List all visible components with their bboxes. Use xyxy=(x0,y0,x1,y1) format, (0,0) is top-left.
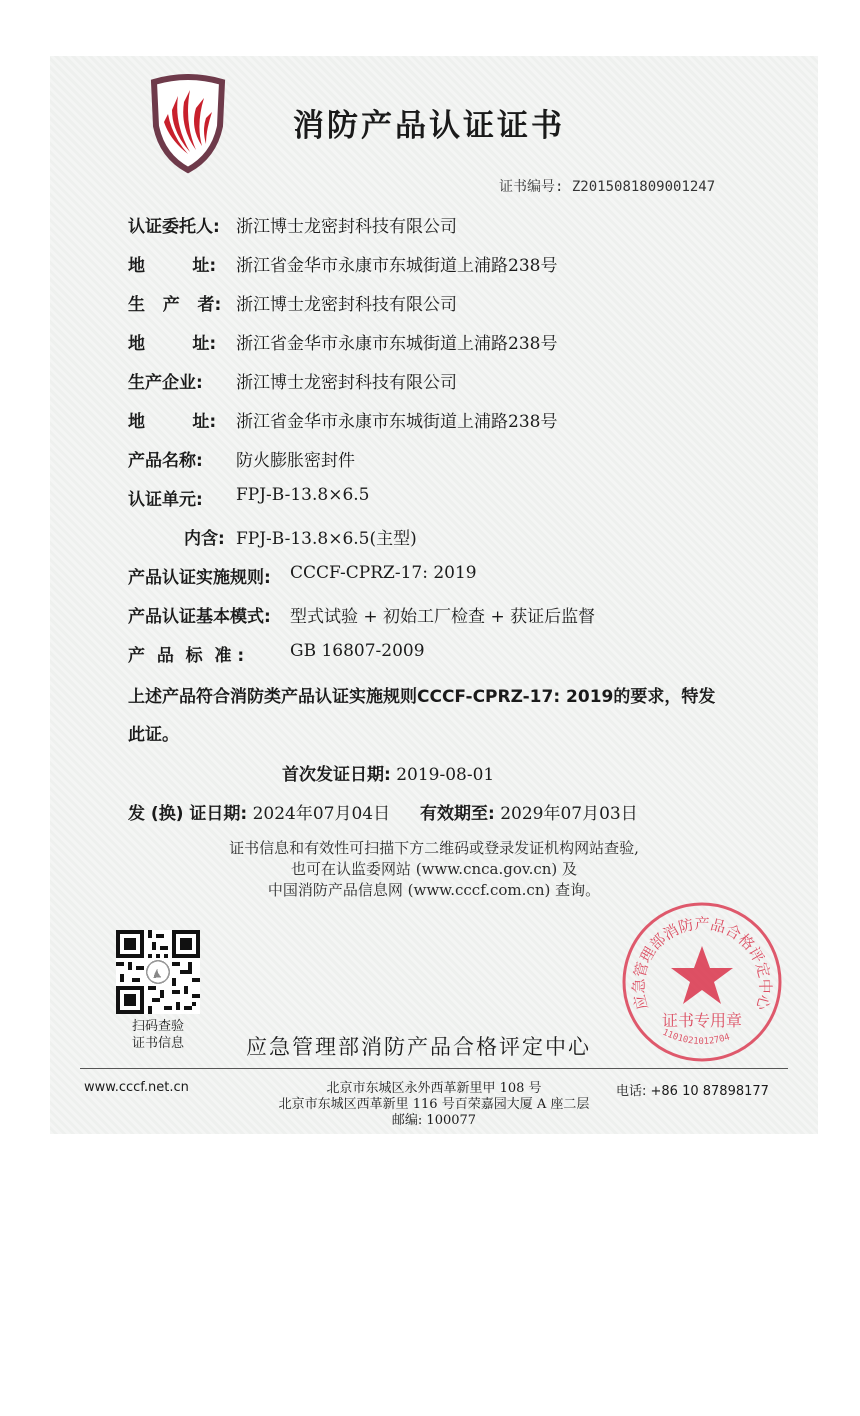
qr-caption-line-1: 扫码查验 xyxy=(131,1019,184,1034)
verification-notice-line-1: 证书信息和有效性可扫描下方二维码或登录发证机构网站查验, xyxy=(229,839,639,857)
verification-notice-line-2: 也可在认监委网站 (www.cnca.gov.cn) 及 xyxy=(290,860,578,878)
first-issue-date-value: 2019-08-01 xyxy=(396,765,495,785)
verification-notice-line-3: 中国消防产品信息网 (www.cccf.com.cn) 查询。 xyxy=(267,881,601,899)
field-value-implementation-rule: CCCF-CPRZ-17: 2019 xyxy=(290,563,477,583)
field-label-standard: 产 品 标 准 : xyxy=(128,646,245,666)
first-issue-date xyxy=(282,760,494,785)
svg-text:1101021012704 xyxy=(661,1028,731,1047)
certificate-number-value: Z2015081809001247 xyxy=(571,179,716,195)
certificate-number xyxy=(499,176,715,196)
certificate-title: 消防产品认证证书 xyxy=(293,108,565,144)
issue-date-label: 发 (换) 证日期: xyxy=(128,804,248,824)
seal-center-text: 证书专用章 xyxy=(661,1011,743,1030)
field-value-address-2: 浙江省金华市永康市东城街道上浦路238号 xyxy=(236,334,558,354)
valid-until-label: 有效期至: xyxy=(420,804,495,824)
valid-until xyxy=(420,799,638,824)
issuing-authority: 应急管理部消防产品合格评定中心 xyxy=(246,1035,591,1059)
field-label-address-1: 地 址: xyxy=(128,256,217,276)
field-value-manufacturer: 浙江博士龙密封科技有限公司 xyxy=(236,373,457,393)
first-issue-date-label: 首次发证日期: xyxy=(282,765,391,785)
field-label-address-3: 地 址: xyxy=(128,412,217,432)
footer-postcode: 邮编: 100077 xyxy=(391,1113,477,1128)
field-value-address-3: 浙江省金华市永康市东城街道上浦路238号 xyxy=(236,412,558,432)
field-value-address-1: 浙江省金华市永康市东城街道上浦路238号 xyxy=(236,256,558,276)
issue-date-value: 2024年07月04日 xyxy=(252,804,391,824)
certificate-paper xyxy=(50,56,818,1134)
field-label-applicant: 认证委托人: xyxy=(128,217,220,237)
field-label-basic-mode: 产品认证基本模式: xyxy=(128,607,271,627)
fire-shield-logo xyxy=(148,74,228,174)
footer-phone: 电话: +86 10 87898177 xyxy=(616,1084,769,1099)
field-value-standard: GB 16807-2009 xyxy=(290,641,425,661)
field-value-cert-unit: FPJ-B-13.8×6.5 xyxy=(236,485,370,505)
valid-until-value: 2029年07月03日 xyxy=(500,804,638,824)
field-value-basic-mode: 型式试验 + 初始工厂检查 + 获证后监督 xyxy=(290,607,596,627)
seal-ring-text: 应急管理部消防产品合格评定中心 xyxy=(629,914,775,1012)
field-label-producer: 生 产 者: xyxy=(128,295,222,315)
seal-number: 1101021012704 xyxy=(660,1027,732,1048)
qr-caption-line-2: 证书信息 xyxy=(131,1036,184,1051)
field-value-product-name: 防火膨胀密封件 xyxy=(236,451,355,471)
footer-website[interactable]: www.cccf.net.cn xyxy=(84,1080,189,1095)
footer-address-line-2: 北京市东城区西革新里 116 号百荣嘉园大厦 A 座二层 xyxy=(278,1097,590,1112)
conformity-statement-line-2: 此证。 xyxy=(128,725,179,745)
footer-address-line-1: 北京市东城区永外西革新里甲 108 号 xyxy=(326,1081,542,1096)
official-seal-stamp xyxy=(618,898,786,1066)
conformity-statement-line-1: 上述产品符合消防类产品认证实施规则CCCF-CPRZ-17: 2019的要求，特发 xyxy=(128,687,716,707)
qr-caption xyxy=(126,1018,190,1052)
field-label-product-name: 产品名称: xyxy=(128,451,203,471)
field-label-address-2: 地 址: xyxy=(128,334,217,354)
field-label-includes: 内含: xyxy=(184,529,225,549)
field-label-implementation-rule: 产品认证实施规则: xyxy=(128,568,271,588)
seal-star-icon xyxy=(671,946,733,1004)
field-value-producer: 浙江博士龙密封科技有限公司 xyxy=(236,295,457,315)
certificate-number-label: 证书编号: xyxy=(499,179,564,195)
field-value-includes: FPJ-B-13.8×6.5(主型) xyxy=(236,529,417,549)
field-label-cert-unit: 认证单元: xyxy=(128,490,203,510)
footer-divider xyxy=(80,1068,788,1069)
verification-qr-code[interactable] xyxy=(116,930,200,1014)
field-label-manufacturer: 生产企业: xyxy=(128,373,203,393)
issue-date xyxy=(128,799,390,824)
field-value-applicant: 浙江博士龙密封科技有限公司 xyxy=(236,217,457,237)
